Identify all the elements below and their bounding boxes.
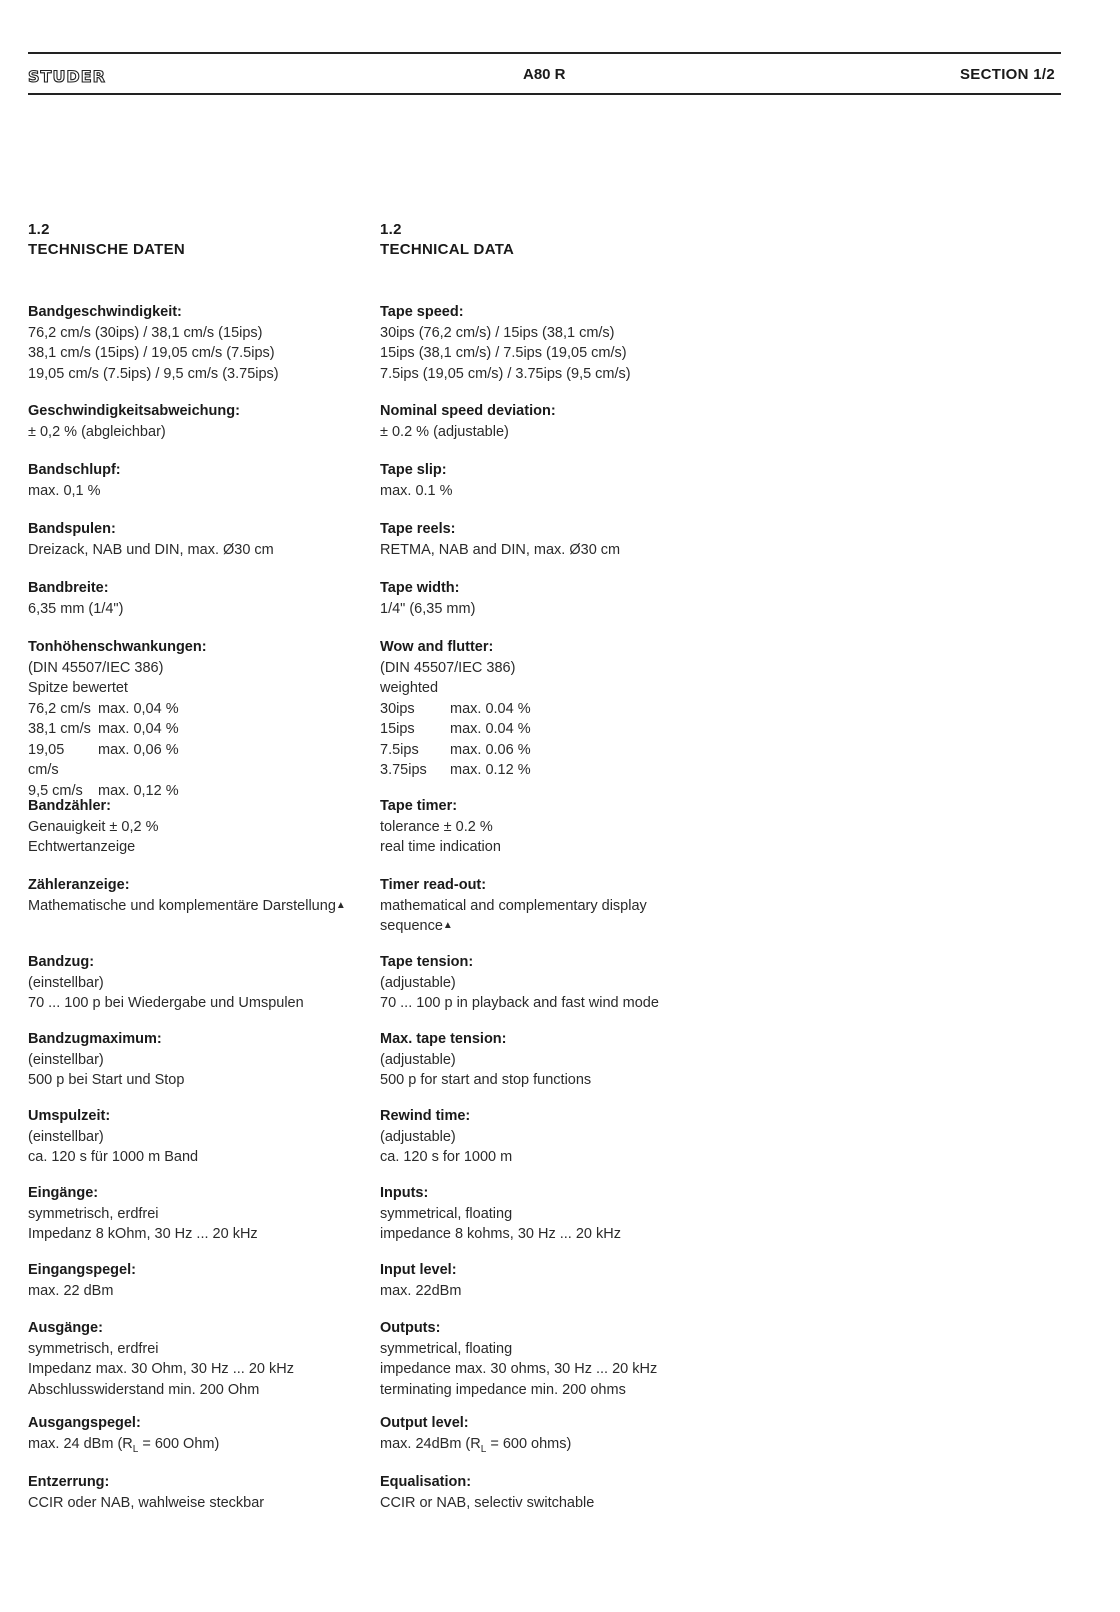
spec-line: impedance 8 kohms, 30 Hz ... 20 kHz <box>380 1226 621 1242</box>
spec-line: (einstellbar) <box>28 1128 104 1145</box>
spec-title: Bandschlupf: <box>28 462 121 478</box>
spec-row-value: max. 0.04 % <box>450 721 531 737</box>
spec-line: 15ips (38,1 cm/s) / 7.5ips (19,05 cm/s) <box>380 345 627 361</box>
header-rule-top <box>28 52 1061 54</box>
english-column <box>380 220 720 1511</box>
spec-line: symmetrisch, erdfrei <box>28 1340 159 1357</box>
spec-row-speed: 19,05 cm/s <box>28 741 65 778</box>
spec-line-text: Mathematische und komplementäre Darstellung <box>28 897 336 914</box>
spec-title: Tape speed: <box>380 304 464 320</box>
spec-line: CCIR or NAB, selectiv switchable <box>380 1494 595 1511</box>
spec-block <box>28 952 368 1014</box>
spec-line <box>28 896 368 919</box>
spec-block <box>380 952 720 1014</box>
spec-line: 76,2 cm/s (30ips) / 38,1 cm/s (15ips) <box>28 324 263 341</box>
spec-row-value: max. 0.12 % <box>450 762 531 778</box>
spec-row-speed: 76,2 cm/s <box>28 700 91 717</box>
spec-block <box>380 1260 720 1301</box>
spec-line: Impedanz max. 30 Ohm, 30 Hz ... 20 kHz <box>28 1361 294 1377</box>
spec-line: (einstellbar) <box>28 974 104 991</box>
spec-row <box>380 760 720 781</box>
spec-row-speed: 38,1 cm/s <box>28 721 91 737</box>
spec-block <box>380 1183 720 1245</box>
spec-line: (adjustable) <box>380 1051 456 1068</box>
spec-block <box>380 1472 720 1513</box>
german-heading-number: 1.2 <box>28 221 50 238</box>
spec-line: (adjustable) <box>380 974 456 991</box>
spec-title: Equalisation: <box>380 1474 472 1490</box>
studer-logo: STUDER <box>28 67 106 86</box>
spec-line: Echtwertanzeige <box>28 839 136 855</box>
spec-row <box>380 740 720 761</box>
spec-line: 7.5ips (19,05 cm/s) / 3.75ips (9,5 cm/s) <box>380 365 631 382</box>
spec-row <box>28 740 368 781</box>
spec-title: Max. tape tension: <box>380 1031 507 1047</box>
spec-line: ca. 120 s for 1000 m <box>380 1149 513 1165</box>
spec-block <box>380 1413 720 1456</box>
spec-block <box>28 1413 368 1456</box>
spec-line: real time indication <box>380 839 501 855</box>
spec-block <box>28 875 368 918</box>
spec-title: Input level: <box>380 1262 457 1278</box>
spec-line: (DIN 45507/IEC 386) <box>28 659 164 676</box>
spec-block <box>28 1183 368 1245</box>
english-heading-number: 1.2 <box>380 221 402 238</box>
spec-block <box>28 1260 368 1301</box>
spec-line: symmetrisch, erdfrei <box>28 1205 159 1222</box>
spec-title: Tape slip: <box>380 462 447 478</box>
spec-title: Eingangspegel: <box>28 1262 136 1278</box>
spec-line: max. 0.1 % <box>380 482 453 499</box>
spec-block <box>380 302 720 384</box>
spec-line: 1/4" (6,35 mm) <box>380 600 476 617</box>
spec-title: Outputs: <box>380 1320 441 1336</box>
spec-row-value: max. 0,04 % <box>98 700 179 717</box>
spec-block <box>380 1106 720 1168</box>
spec-row-value: max. 0,04 % <box>98 721 179 737</box>
spec-title: Bandzähler: <box>28 798 111 814</box>
spec-title: Bandspulen: <box>28 521 116 537</box>
spec-row <box>380 719 720 740</box>
spec-line: 70 ... 100 p bei Wiedergabe und Umspulen <box>28 995 304 1011</box>
spec-title: Entzerrung: <box>28 1474 110 1490</box>
spec-line: terminating impedance min. 200 ohms <box>380 1381 626 1398</box>
section-label: SECTION 1/2 <box>960 66 1055 83</box>
spec-line: tolerance ± 0.2 % <box>380 818 493 835</box>
spec-line: 6,35 mm (1/4") <box>28 600 124 617</box>
triangle-marker: ▲ <box>335 899 346 911</box>
spec-block <box>28 302 368 384</box>
rl-suffix: = 600 ohms) <box>486 1435 572 1452</box>
spec-line: ± 0.2 % (adjustable) <box>380 423 509 440</box>
spec-block <box>380 1029 720 1091</box>
german-heading <box>28 220 368 260</box>
spec-line: ca. 120 s für 1000 m Band <box>28 1149 199 1165</box>
spec-row <box>28 699 368 720</box>
spec-block <box>28 460 368 501</box>
spec-block <box>28 519 368 560</box>
spec-block <box>28 401 368 442</box>
spec-title: Tape timer: <box>380 798 458 814</box>
german-heading-title: TECHNISCHE DATEN <box>28 241 186 258</box>
spec-title: Eingänge: <box>28 1185 99 1201</box>
spec-block <box>28 1472 368 1513</box>
spec-title: Tape reels: <box>380 521 456 537</box>
spec-line: max. 22 dBm <box>28 1282 114 1299</box>
spec-block <box>28 796 368 858</box>
spec-row-speed: 7.5ips <box>380 741 419 758</box>
spec-title: Wow and flutter: <box>380 639 494 655</box>
spec-line: 30ips (76,2 cm/s) / 15ips (38,1 cm/s) <box>380 324 615 341</box>
spec-title: Bandzugmaximum: <box>28 1031 162 1047</box>
spec-row-value: max. 0,12 % <box>98 782 179 799</box>
spec-line: max. 22dBm <box>380 1282 462 1299</box>
spec-title: Nominal speed deviation: <box>380 403 556 419</box>
spec-row-speed: 3.75ips <box>380 762 427 778</box>
spec-block <box>28 637 368 801</box>
spec-line: CCIR oder NAB, wahlweise steckbar <box>28 1494 265 1511</box>
english-heading-title: TECHNICAL DATA <box>380 241 515 258</box>
german-column <box>28 220 368 1511</box>
spec-title: Umspulzeit: <box>28 1108 111 1124</box>
spec-line <box>380 1434 720 1457</box>
spec-line <box>28 1434 368 1457</box>
spec-line: symmetrical, floating <box>380 1340 513 1357</box>
spec-line: (DIN 45507/IEC 386) <box>380 659 516 676</box>
spec-row <box>380 699 720 720</box>
spec-title: Tape width: <box>380 580 460 596</box>
spec-row-value: max. 0,06 % <box>98 741 179 758</box>
spec-title: Bandbreite: <box>28 580 109 596</box>
spec-line: (adjustable) <box>380 1128 456 1145</box>
triangle-marker: ▲ <box>442 920 453 931</box>
rl-prefix: max. 24dBm (R <box>380 1435 481 1452</box>
spec-line: (einstellbar) <box>28 1051 104 1068</box>
english-heading <box>380 220 720 260</box>
spec-row-value: max. 0.06 % <box>450 741 531 758</box>
spec-title: Geschwindigkeitsabweichung: <box>28 403 240 419</box>
spec-row-speed: 9,5 cm/s <box>28 782 83 799</box>
spec-block <box>380 637 720 781</box>
spec-line: mathematical and complementary display <box>380 897 647 914</box>
spec-row <box>28 719 368 740</box>
spec-title: Tape tension: <box>380 954 474 970</box>
spec-title: Inputs: <box>380 1185 429 1201</box>
spec-row-value: max. 0.04 % <box>450 700 531 717</box>
spec-row-speed: 15ips <box>380 721 415 737</box>
spec-block <box>380 519 720 560</box>
spec-line: ± 0,2 % (abgleichbar) <box>28 423 166 440</box>
rl-suffix: = 600 Ohm) <box>138 1435 220 1452</box>
spec-line: Spitze bewertet <box>28 680 128 696</box>
spec-line: impedance max. 30 ohms, 30 Hz ... 20 kHz <box>380 1361 658 1377</box>
spec-block <box>28 1029 368 1091</box>
rl-subscript: L <box>132 1443 139 1455</box>
spec-line: 70 ... 100 p in playback and fast wind mode <box>380 995 659 1011</box>
spec-line: Abschlusswiderstand min. 200 Ohm <box>28 1381 260 1398</box>
spec-block <box>380 460 720 501</box>
spec-line: 38,1 cm/s (15ips) / 19,05 cm/s (7.5ips) <box>28 345 275 361</box>
rl-subscript: L <box>480 1443 487 1455</box>
spec-block <box>380 401 720 442</box>
spec-block <box>380 578 720 619</box>
spec-title: Rewind time: <box>380 1108 471 1124</box>
spec-title: Ausgänge: <box>28 1320 103 1336</box>
spec-line <box>380 916 720 939</box>
spec-title: Bandgeschwindigkeit: <box>28 304 182 320</box>
spec-title: Timer read-out: <box>380 877 487 893</box>
spec-block <box>380 796 720 858</box>
spec-line: 19,05 cm/s (7.5ips) / 9,5 cm/s (3.75ips) <box>28 365 279 382</box>
spec-block <box>28 1318 368 1400</box>
spec-title: Bandzug: <box>28 954 95 970</box>
spec-line-text: sequence <box>380 918 443 934</box>
spec-line: 500 p bei Start und Stop <box>28 1072 185 1088</box>
spec-line: Genauigkeit ± 0,2 % <box>28 818 159 835</box>
model-title: A80 R <box>523 66 566 83</box>
spec-block <box>28 1106 368 1168</box>
spec-title: Tonhöhenschwankungen: <box>28 639 207 655</box>
spec-title: Ausgangspegel: <box>28 1415 141 1431</box>
spec-line: 500 p for start and stop functions <box>380 1072 592 1088</box>
spec-block <box>380 1318 720 1400</box>
spec-block <box>380 875 720 939</box>
spec-line: Impedanz 8 kOhm, 30 Hz ... 20 kHz <box>28 1226 258 1242</box>
spec-line: max. 0,1 % <box>28 482 101 499</box>
spec-row-speed: 30ips <box>380 700 415 717</box>
spec-line: weighted <box>380 680 439 696</box>
spec-block <box>28 578 368 619</box>
spec-line: symmetrical, floating <box>380 1205 513 1222</box>
rl-prefix: max. 24 dBm (R <box>28 1435 133 1452</box>
spec-title: Zähleranzeige: <box>28 877 130 893</box>
header-rule-bottom <box>28 93 1061 95</box>
spec-line: RETMA, NAB and DIN, max. Ø30 cm <box>380 541 621 558</box>
spec-line: Dreizack, NAB und DIN, max. Ø30 cm <box>28 541 274 558</box>
spec-title: Output level: <box>380 1415 469 1431</box>
